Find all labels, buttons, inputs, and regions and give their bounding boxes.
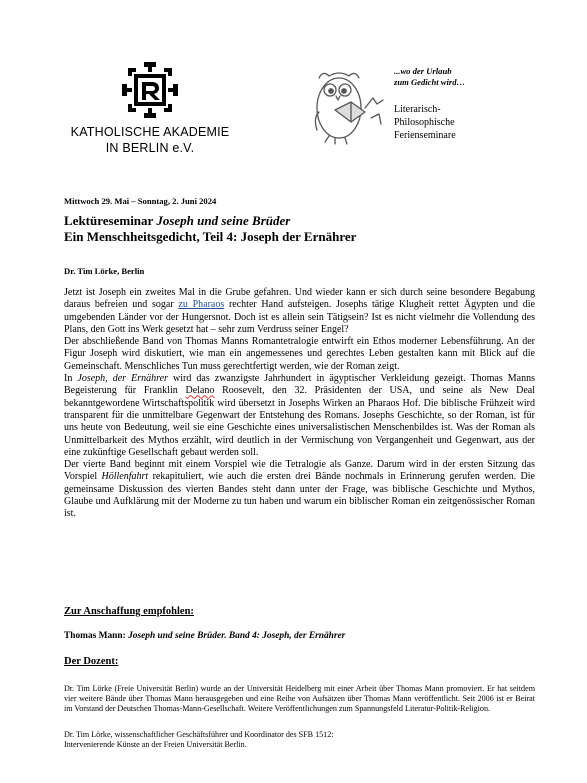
p3-text-a: In — [64, 373, 78, 385]
spellcheck-word: Delano — [185, 385, 215, 397]
p3-book-title: Joseph, der Ernährer — [77, 373, 168, 385]
p3-text-c: Roosevelt, den 32. Präsidenten der USA, und seine als New Deal bekanntgewordene Wirtschaftspolitik wird übersetzt in Josephs Wirken an Pharaos Hof. Die biblische Frühzeit wird transparent für die unmittelbare Gegenwart der Entstehung des Romans. Josephs Geschichte, so der Roman, ist für uns heute von Bedeutung, weil sie eine Geschichte eines universalistischen Menschenbildes ist. Was der Roman als Unmittelbarkeit des Mythos erzählt, wird deutlich in der Vermischung von Vergangenheit und Gegenwart, aus der eine zukünftige Gesellschaft gebaut werden soll. — [64, 385, 536, 458]
recommended-book — [64, 631, 345, 641]
book-title: Joseph und seine Brüder. Band 4: Joseph, der Ernährer — [128, 631, 346, 641]
org-name-line1: KATHOLISCHE AKADEMIE — [70, 125, 230, 139]
academy-logo-icon — [120, 60, 180, 120]
lecturer-affiliation — [64, 730, 535, 750]
title-line — [64, 213, 356, 229]
p1-text-a: Jetzt ist Joseph ein zweites Mal in die Grube gefahren. Und wieder kann er sich durch seine besondere Begabung daraus befreien und sogar — [64, 287, 535, 311]
seminar-type-line2: Philosophische — [394, 117, 455, 128]
paragraph-2: Der abschließende Band von Thomas Manns Romantetralogie entwirft ein Ethos moderner Lebensführung. An der Figur Joseph wird diskutiert, wie man ein angemessenes und gerechtes Leben gestalten kann mit Blick auf die Gemeinschaft. Menschliches Tun muss gerechtfertigt werden, wie der Roman zeigt. — [64, 336, 535, 372]
seminar-type-line3: Ferienseminare — [394, 130, 456, 141]
p3-text-b: wird das zwanzigste Jahrhundert in ägyptischer Verkleidung gezeigt. Thomas Manns Begeisterung für Franklin — [64, 373, 535, 397]
bio-text: Dr. Tim Lörke (Freie Universität Berlin) wurde an der Universität Heidelberg mit einer Arbeit über Thomas Mann promoviert. Er hat seitdem vier weitere Bände über Thomas Mann herausgegeben und eine Reihe von Aufsätzen über Thomas Mann veröffentlicht. Seit 2006 ist er Beirat im Vorstand der Deutschen Thomas-Mann-Gesellschaft. Weitere Veröffentlichungen zum Spannungsfeld Literatur-Politik-Religion. — [64, 684, 535, 714]
affiliation-line2: Intervenierende Künste an der Freien Universität Berlin. — [64, 740, 247, 750]
p4-text-a: Der vierte Band beginnt mit einem Vorspiel wie die Tetralogie als Ganze. Darum wird in der ersten Sitzung das Vorspiel — [64, 459, 535, 483]
p4-prelude-title: Höllenfahrt — [101, 471, 149, 483]
event-subtitle: Ein Menschheitsgedicht, Teil 4: Joseph der Ernährer — [64, 229, 357, 244]
event-author: Dr. Tim Lörke, Berlin — [64, 266, 145, 276]
title-italic: Joseph und seine Brüder — [156, 213, 291, 228]
description-body — [64, 287, 535, 521]
book-author: Thomas Mann: — [64, 631, 129, 641]
affiliation-line1: Dr. Tim Lörke, wissenschaftlicher Geschäftsführer und Koordinator des SFB 1512: — [64, 730, 334, 739]
org-name-line2: IN BERLIN e.V. — [105, 141, 195, 155]
tagline-line2: zum Gedicht wird… — [394, 77, 466, 87]
event-date: Mittwoch 29. Mai – Sonntag, 2. Juni 2024 — [64, 196, 217, 206]
paragraph-1 — [64, 287, 535, 336]
p1-text-b: rechter Hand aufsteigen. Josephs tätige Klugheit rettet Ägypten und die umgebenden Länder vor der Hungersnot. Doch ist es allein sein Tätigsein? Ist es nicht vielmehr die Vollendung des Plans, den Gott ins Werk gesetzt hat – sehr zum Verdruss seiner Engel? — [64, 299, 535, 335]
lecturer-heading: Der Dozent: — [64, 656, 119, 667]
pharaoh-link[interactable]: zu Pharaos — [178, 299, 225, 311]
event-title — [64, 213, 356, 245]
lecturer-bio — [64, 684, 535, 714]
owl-reading-book-icon — [305, 68, 387, 146]
paragraph-4 — [64, 459, 535, 520]
p4-text-b: rekapituliert, wie auch die ersten drei Bände nochmals in Erinnerung gerufen werden. Die gemeinsame Diskussion des vierten Bandes steht dann unter der Frage, was biblische Geschichte und Mythos, Glaube und Aufklärung mit der Moderne zu tun haben und warum ein biblischer Roman ein zeitgenössischer Roman ist. — [64, 471, 535, 520]
paragraph-3 — [64, 373, 535, 459]
tagline-line1: ...wo der Urlaub — [394, 66, 452, 76]
seminar-type — [394, 103, 456, 142]
title-prefix: Lektüreseminar — [64, 213, 157, 228]
tagline — [394, 66, 465, 88]
recommendation-heading: Zur Anschaffung empfohlen: — [64, 606, 194, 617]
seminar-type-line1: Literarisch- — [394, 104, 441, 115]
organization-name — [65, 124, 235, 156]
